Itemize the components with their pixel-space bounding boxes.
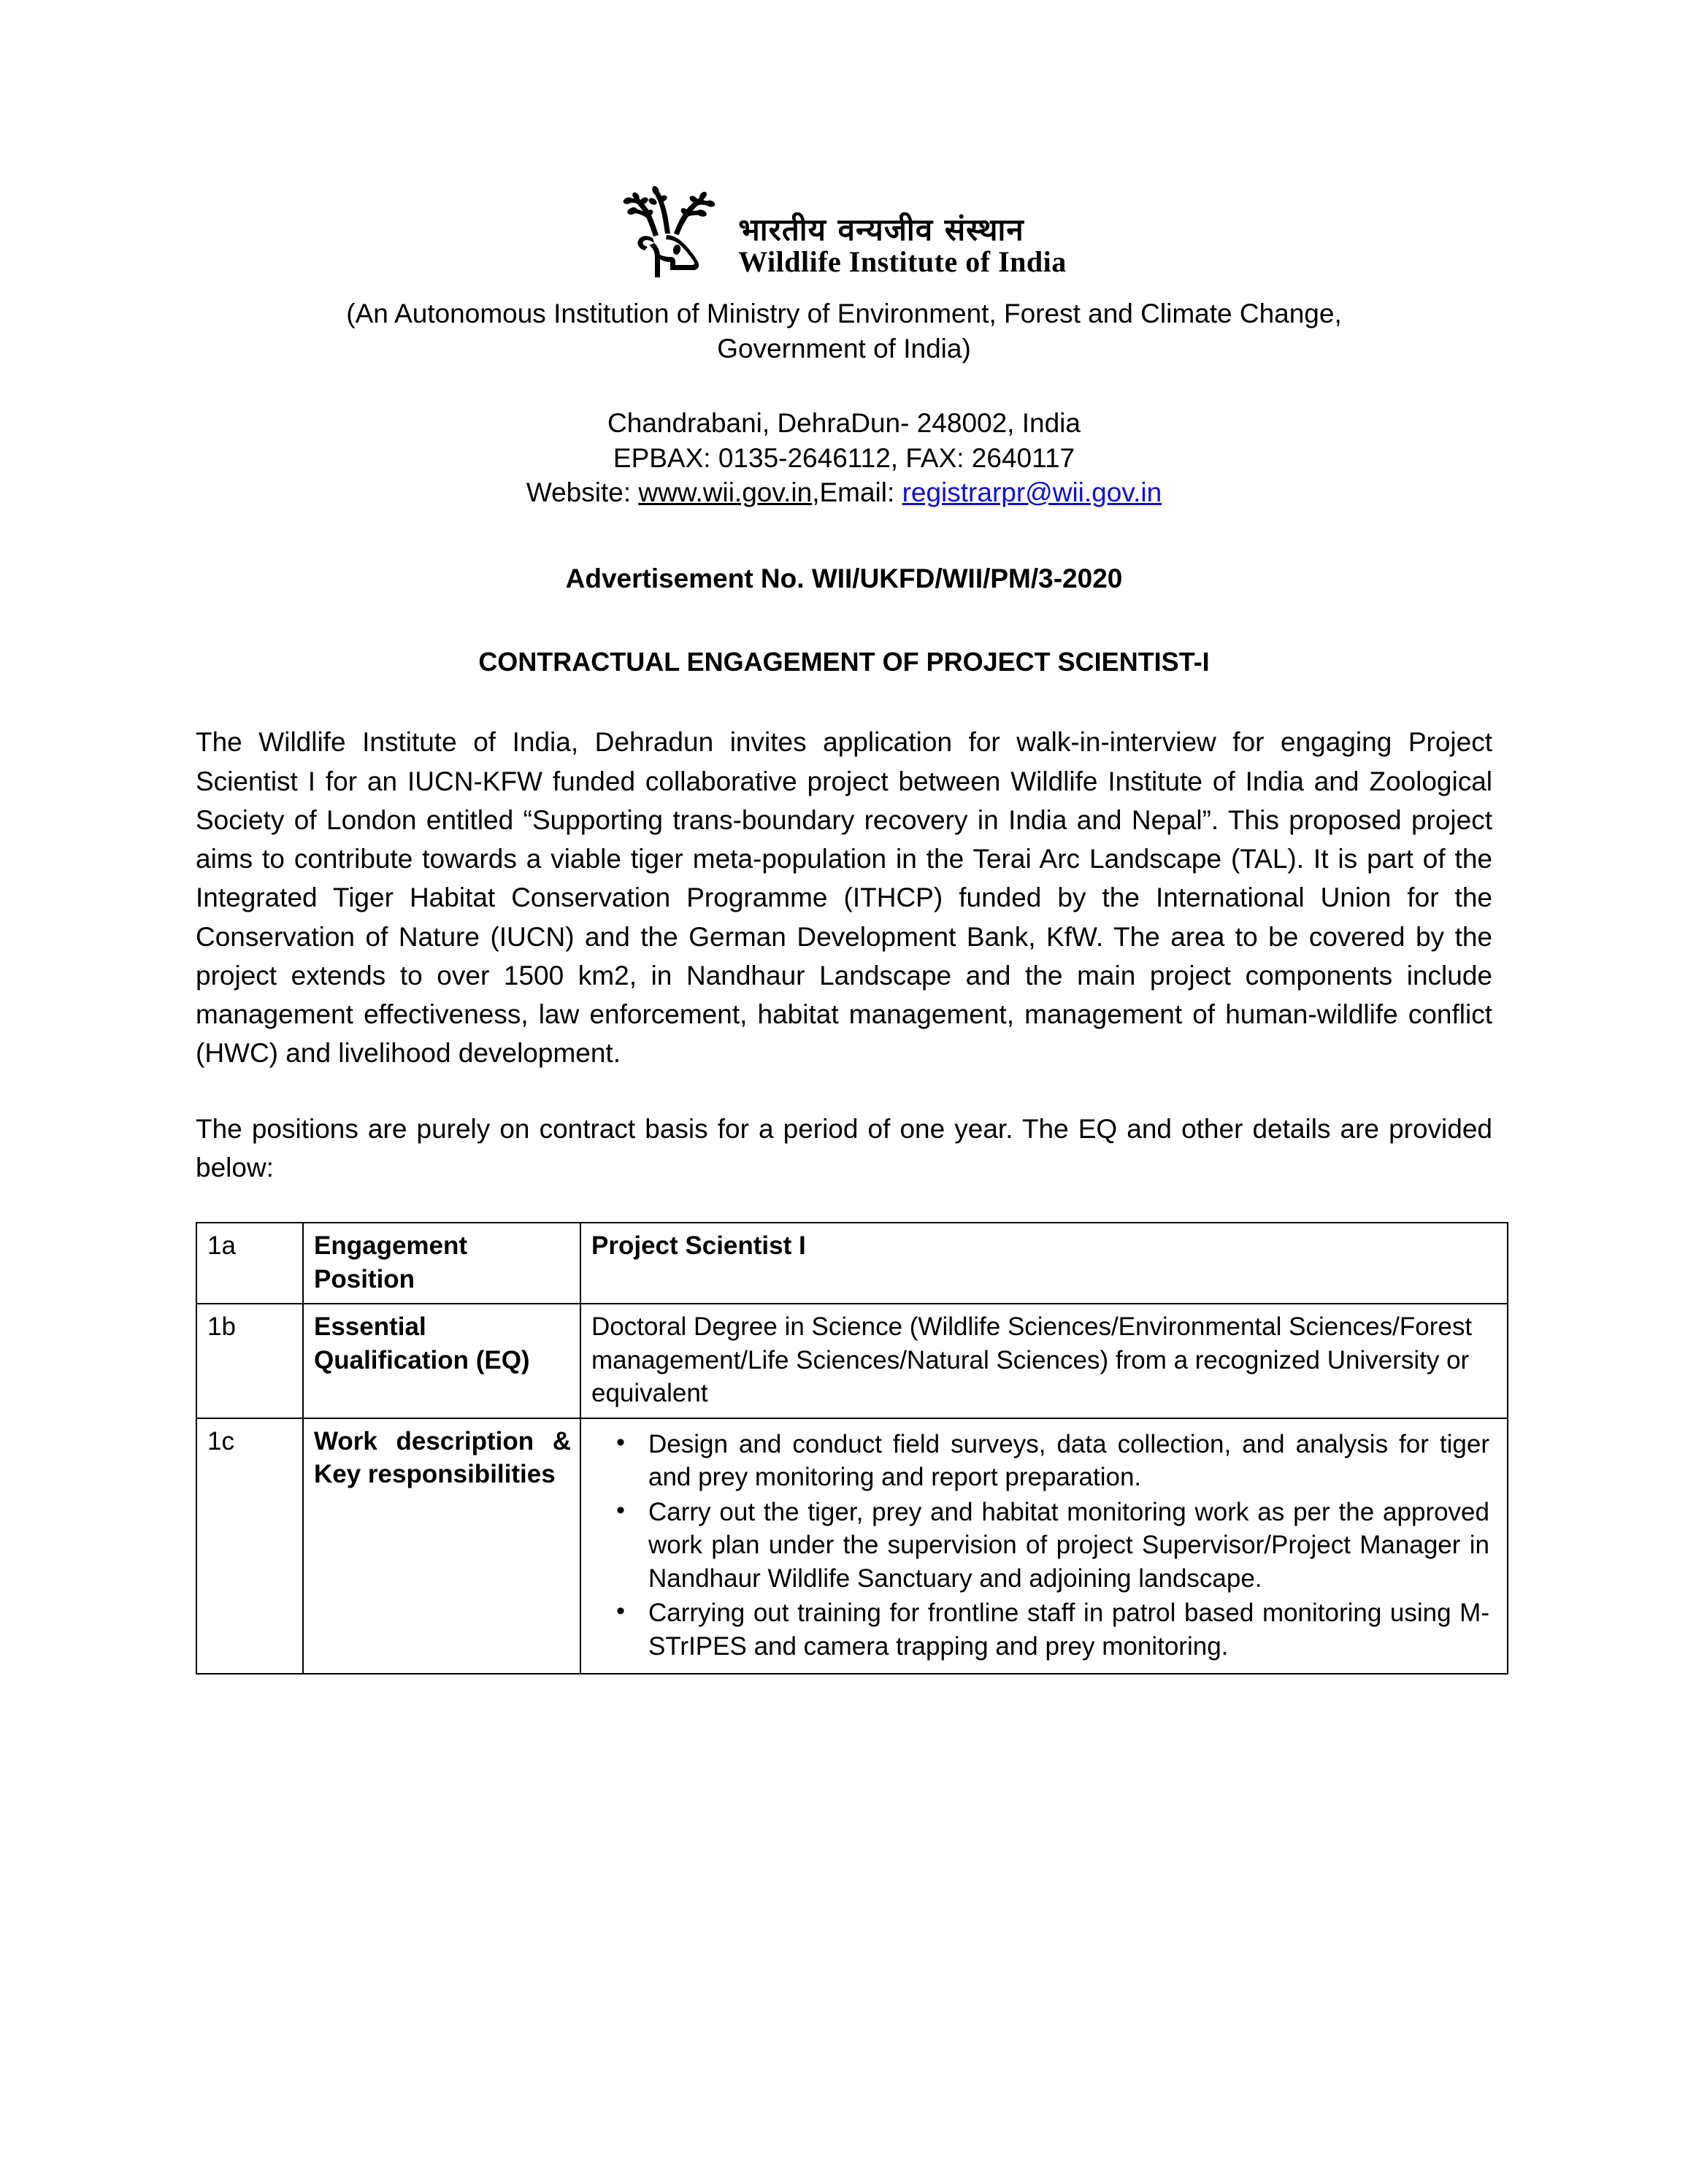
contact-block bbox=[196, 406, 1492, 510]
institute-subtitle-line-1: (An Autonomous Institution of Ministry of Environment, Forest and Climate Change, bbox=[346, 299, 1342, 328]
masthead bbox=[196, 0, 1492, 277]
contract-terms-paragraph: The positions are purely on contract basis for a period of one year. The EQ and other details are provided below: bbox=[196, 1113, 1492, 1183]
list-item: • Carrying out training for frontline staff in patrol based monitoring using M-STrIPES and camera trapping and prey monitoring. bbox=[648, 1596, 1498, 1663]
table-row bbox=[196, 1304, 1508, 1418]
institute-subtitle-line-2: Government of India) bbox=[717, 334, 971, 364]
table-row bbox=[196, 1223, 1508, 1304]
email-label: ,Email: bbox=[812, 477, 902, 507]
intro-paragraph: The Wildlife Institute of India, Dehradun invites application for walk-in-interview for engaging Project Scientist I for an IUCN-KFW funded collaborative project between Wildlife Institute of India and Zoological Society of London entitled “Supporting trans-boundary recovery in India and Nepal”. This proposed project aims to contribute towards a viable tiger meta-population in the Terai Arc Landscape (TAL). It is part of the Integrated Tiger Habitat Conservation Programme (ITHCP) funded by the International Union for the Conservation of Nature (IUCN) and the German Development Bank, KfW. The area to be covered by the project extends to over 1500 km2, in Nandhaur Landscape and the main project components include management effectiveness, law enforcement, habitat management, management of human-wildlife conflict (HWC) and livelihood development. bbox=[196, 727, 1492, 1069]
row-value bbox=[580, 1418, 1508, 1674]
row-label: Essential Qualification (EQ) bbox=[303, 1304, 580, 1418]
website-link[interactable]: www.wii.gov.in bbox=[638, 477, 813, 507]
institute-name-hindi: भारतीय वन्यजीव संस्थान bbox=[738, 212, 1024, 248]
list-item: • Carry out the tiger, prey and habitat monitoring work as per the approved work plan under the supervision of project Supervisor/Project Manager in Nandhaur Wildlife Sanctuary and adjoining landscape. bbox=[648, 1496, 1498, 1596]
website-label: Website: bbox=[526, 477, 639, 507]
institute-name-english: Wildlife Institute of India bbox=[738, 245, 1067, 278]
row-code: 1a bbox=[196, 1223, 303, 1304]
row-label-line-2: Key responsibilities bbox=[314, 1460, 556, 1489]
row-code: 1b bbox=[196, 1304, 303, 1418]
page-title: CONTRACTUAL ENGAGEMENT OF PROJECT SCIENTIST-I bbox=[478, 647, 1210, 677]
institute-name-block bbox=[738, 214, 1067, 277]
deer-head-with-antlers-icon bbox=[621, 182, 724, 277]
phone-fax-line: EPBAX: 0135-2646112, FAX: 2640117 bbox=[613, 442, 1075, 473]
responsibilities-list bbox=[591, 1428, 1498, 1664]
row-value: Project Scientist I bbox=[580, 1223, 1508, 1304]
web-email-line bbox=[196, 475, 1492, 510]
row-label-line-1: Work description & bbox=[314, 1426, 571, 1456]
table-row bbox=[196, 1418, 1508, 1674]
postal-address: Chandrabani, DehraDun- 248002, India bbox=[607, 408, 1081, 439]
institute-subtitle bbox=[196, 296, 1492, 366]
list-item: • Design and conduct field surveys, data collection, and analysis for tiger and prey monitoring and report preparation. bbox=[648, 1428, 1498, 1494]
email-link[interactable]: registrarpr@wii.gov.in bbox=[902, 477, 1162, 507]
row-code: 1c bbox=[196, 1418, 303, 1674]
row-label: Engagement Position bbox=[303, 1223, 580, 1304]
advertisement-number: Advertisement No. WII/UKFD/WII/PM/3-2020 bbox=[565, 564, 1123, 594]
engagement-details-table bbox=[196, 1222, 1508, 1674]
row-value: Doctoral Degree in Science (Wildlife Sciences/Environmental Sciences/Forest management/Life Sciences/Natural Sciences) from a recognized University or equivalent bbox=[580, 1304, 1508, 1418]
row-label bbox=[303, 1418, 580, 1674]
